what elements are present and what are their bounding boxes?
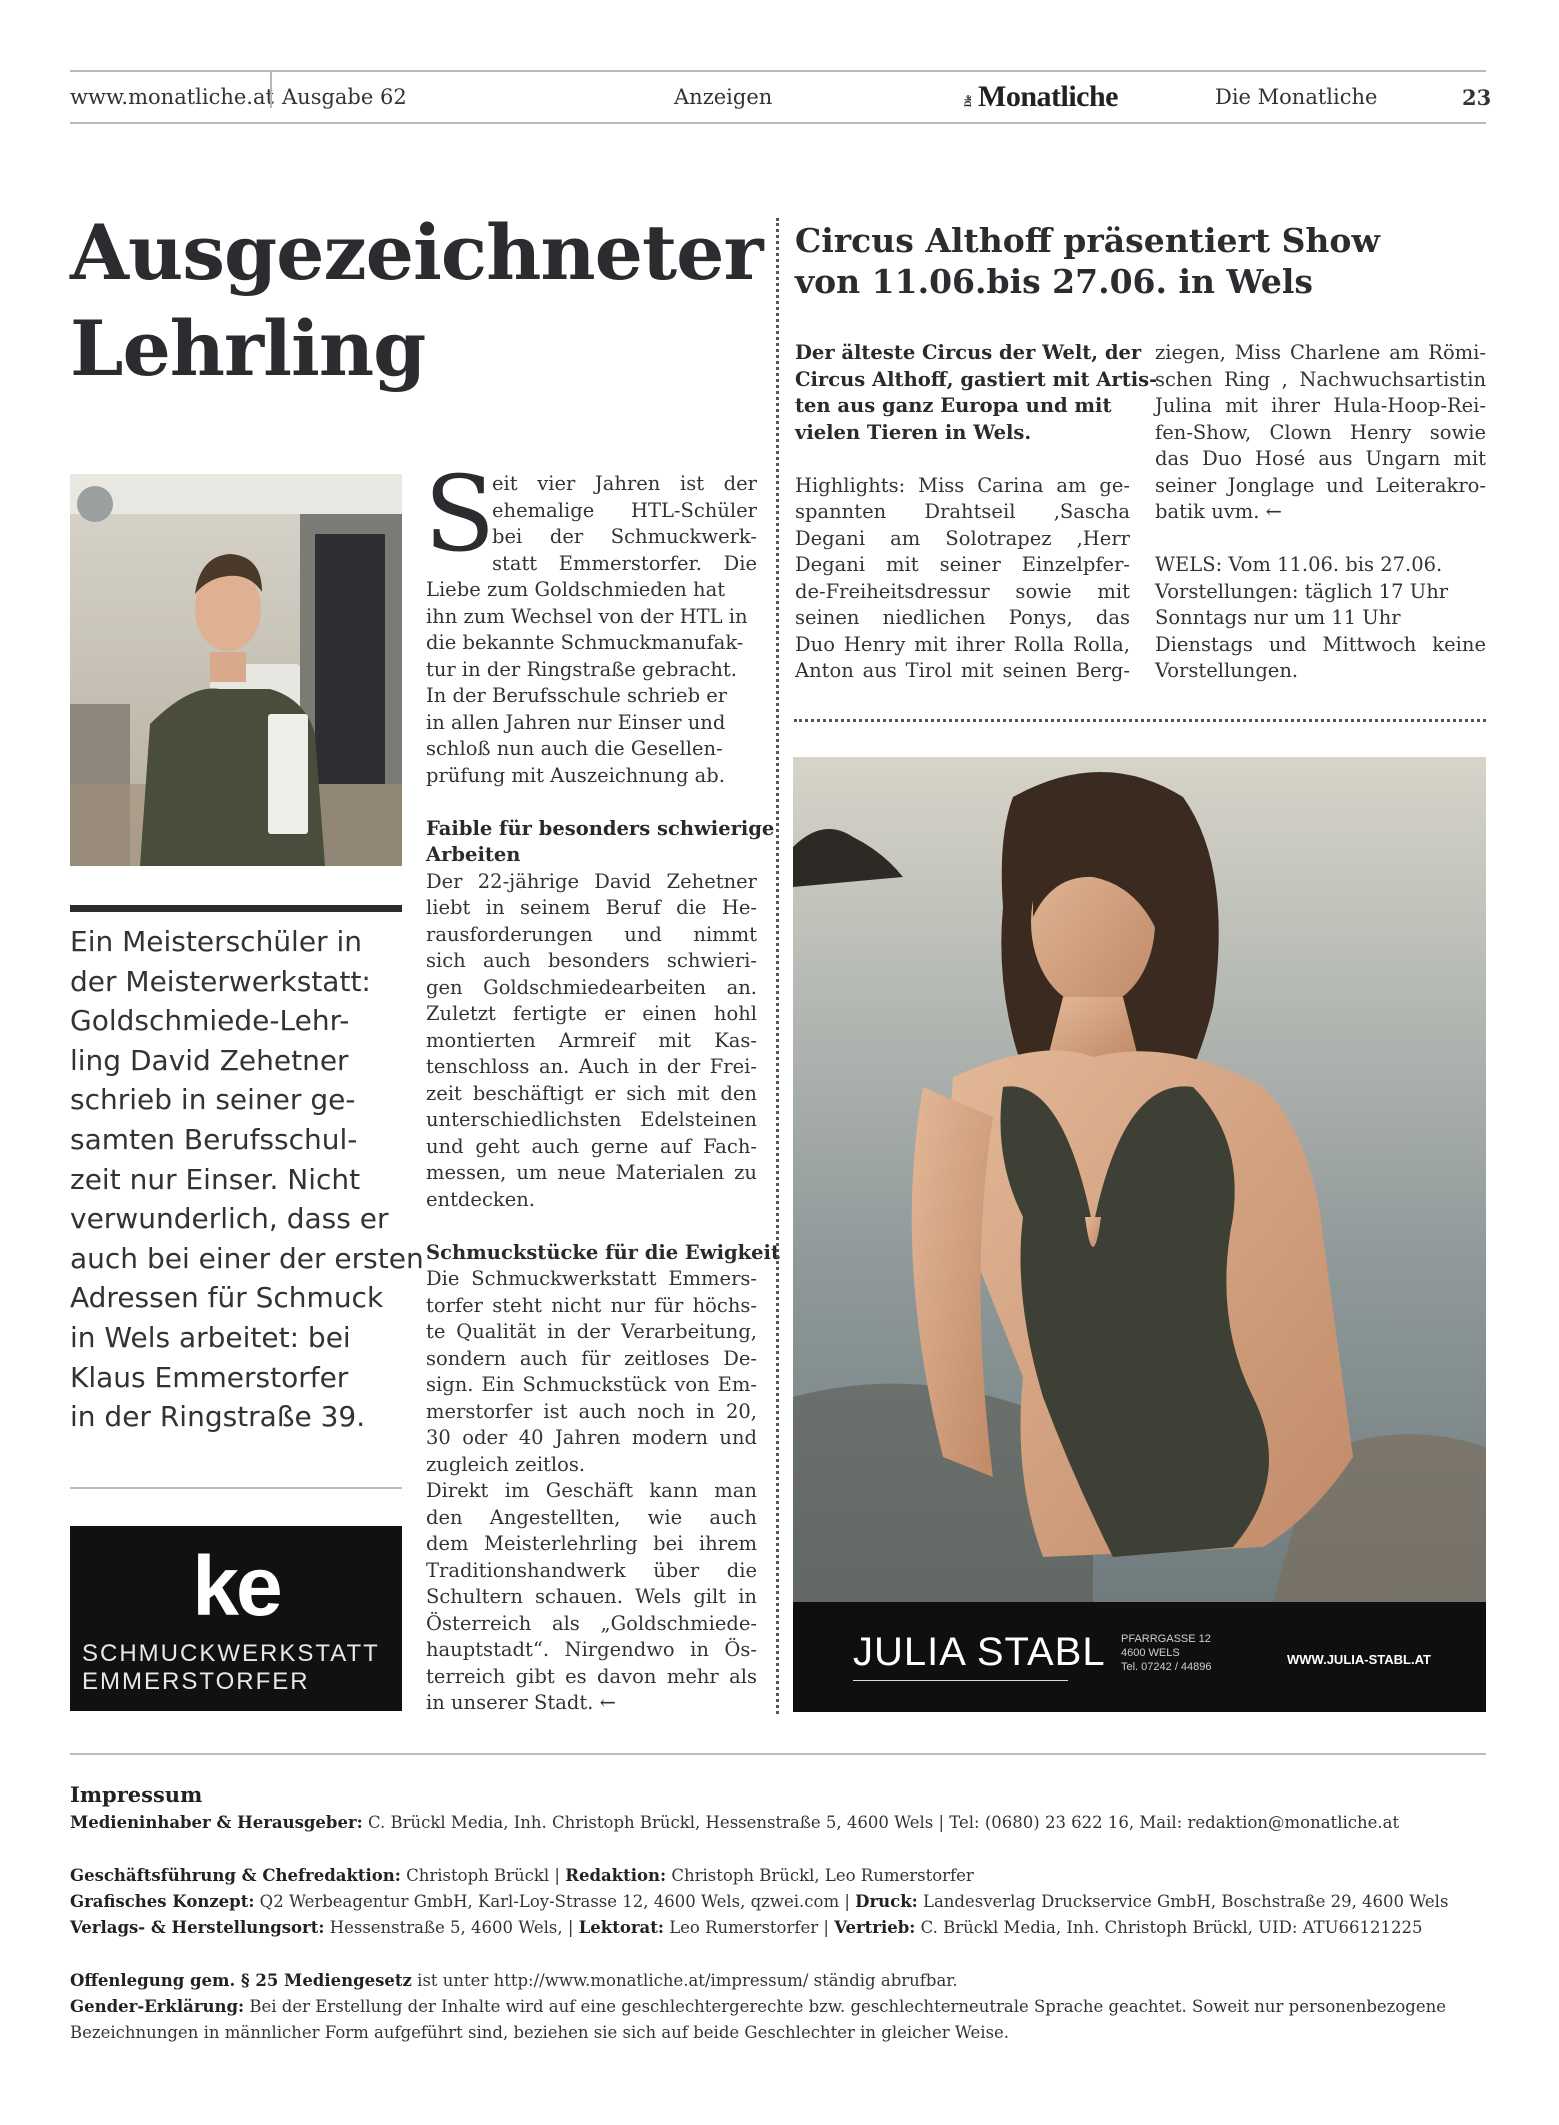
body-line: statt Emmerstorfer. Die	[492, 551, 757, 575]
quote-bottom-rule	[70, 1487, 402, 1489]
body-line: die bekannte Schmuckmanufak-	[426, 631, 744, 654]
body-line: entdecken.	[426, 1187, 535, 1211]
quote-divider-bar	[70, 905, 402, 912]
pull-quote-line: in Wels arbeitet: bei	[70, 1320, 351, 1354]
pull-quote-line: Adressen für Schmuck	[70, 1281, 384, 1315]
body-line: schloß nun auch die Gesellen-	[426, 737, 723, 760]
body-line: rausforderungen und nimmt	[426, 922, 757, 946]
pull-quote-line: der Meisterwerkstatt:	[70, 964, 371, 998]
impressum-text: C. Brückl Media, Inh. Christoph Brückl, UID: ATU66121225	[915, 1918, 1423, 1937]
body-line: in unserer Stadt. ←	[426, 1691, 616, 1714]
ke-line-1: SCHMUCKWERKSTATT	[82, 1640, 380, 1667]
impressum-line	[70, 1968, 958, 1994]
issue-number: Ausgabe 62	[282, 85, 407, 109]
impressum-rule	[70, 1753, 1486, 1755]
circus-lead-line: ten aus ganz Europa und mit	[795, 394, 1112, 417]
circus-column-2	[1155, 340, 1486, 685]
phone-line: Tel. 07242 / 44896	[1121, 1661, 1212, 1673]
impressum-label: Grafisches Konzept:	[70, 1892, 255, 1911]
body-line: den Angestellten, wie auch	[426, 1505, 757, 1529]
impressum-label: Lektorat:	[578, 1918, 664, 1937]
impressum-text: ist unter http://www.monatliche.at/impressum/ ständig abrufbar.	[411, 1971, 958, 1990]
circus-body-line: schen Ring , Nachwuchsartistin	[1155, 367, 1486, 391]
body-line: te Qualität in der Verarbeitung,	[426, 1320, 757, 1343]
julia-stabl-footer	[793, 1602, 1486, 1712]
body-line: Der 22-jährige David Zehetner	[426, 869, 757, 893]
section-label: Anzeigen	[674, 85, 773, 109]
body-line: zeit beschäftigt er sich mit den	[426, 1081, 757, 1105]
body-line: unterschiedlichsten Edelsteinen	[426, 1108, 757, 1131]
body-line: Zuletzt fertigte er einen hohl	[426, 1002, 757, 1025]
circus-divider-dotted	[794, 719, 1486, 722]
pull-quote-line: ling David Zehetner	[70, 1043, 349, 1077]
circus-body-line: ziegen, Miss Charlene am Römi-	[1155, 341, 1486, 364]
article-intro	[492, 471, 757, 577]
body-line: Die Schmuckwerkstatt Emmers-	[426, 1267, 757, 1290]
circus-body-line: spannten Drahtseil ,Sascha	[795, 500, 1130, 523]
circus-headline	[795, 220, 1380, 302]
impressum-text: Q2 Werbeagentur GmbH, Karl-Loy-Strasse 12, 4600 Wels, qzwei.com |	[254, 1892, 856, 1911]
body-line: und geht auch gerne auf Fach-	[426, 1134, 757, 1158]
article-headline	[70, 205, 763, 397]
impressum-label: Druck:	[855, 1892, 918, 1911]
impressum-text: Bezeichnungen in männlicher Form aufgeführt sind, beziehen sie sich auf beide Geschlechter in gleicher Weise.	[70, 2023, 1010, 2042]
publication-logo	[960, 80, 1118, 114]
body-line: messen, um neue Materialen zu	[426, 1161, 757, 1184]
body-line: Direkt im Geschäft kann man	[426, 1479, 757, 1502]
circus-headline-line: von 11.06.bis 27.06. in Wels	[795, 262, 1313, 301]
pull-quote-line: schrieb in seiner ge-	[70, 1083, 356, 1117]
body-line: Liebe zum Goldschmieden hat	[426, 578, 726, 601]
impressum-text: Christoph Brückl |	[400, 1866, 566, 1885]
pull-quote-line: auch bei einer der ersten	[70, 1241, 424, 1275]
body-line: bei der Schmuckwerk-	[492, 525, 757, 548]
circus-info-line: Dienstags und Mittwoch keine	[1155, 632, 1486, 656]
paragraph-gap	[795, 446, 1130, 473]
apprentice-photo-illustration	[70, 474, 402, 866]
body-line: liebt in seinem Beruf die He-	[426, 896, 757, 919]
circus-body-line: Degani am Solotrapez ,Herr	[795, 526, 1130, 550]
circus-body-line: Julina mit ihrer Hula-Hoop-Rei-	[1155, 394, 1486, 417]
body-line: Traditionshandwerk über die	[426, 1558, 757, 1582]
body-line: Schultern schauen. Wels gilt in	[426, 1585, 757, 1608]
pull-quote-line: in der Ringstraße 39.	[70, 1400, 366, 1434]
impressum-label: Vertrieb:	[834, 1918, 916, 1937]
impressum-label: Medieninhaber & Herausgeber:	[70, 1813, 363, 1832]
body-line: zugleich zeitlos.	[426, 1452, 586, 1476]
paragraph-gap	[426, 1213, 757, 1240]
julia-stabl-website[interactable]: WWW.JULIA-STABL.AT	[1287, 1652, 1431, 1667]
paragraph-gap	[1155, 526, 1486, 553]
body-line: sich auch besonders schwieri-	[426, 949, 757, 972]
website-link[interactable]: www.monatliche.at	[70, 85, 274, 109]
body-line: sign. Ein Schmuckstück von Em-	[426, 1373, 757, 1396]
swimwear-model-photo	[793, 757, 1486, 1602]
body-line: dem Meisterlehrling bei ihrem	[426, 1532, 757, 1555]
circus-body-line: seiner Jonglage und Leiterakro-	[1155, 473, 1486, 497]
circus-body-line: de-Freiheitsdressur sowie mit	[795, 579, 1130, 603]
body-line: montierten Armreif mit Kas-	[426, 1028, 757, 1052]
body-line: In der Berufsschule schrieb er	[426, 684, 728, 707]
circus-body-line: fen-Show, Clown Henry sowie	[1155, 420, 1486, 444]
circus-body-line: Highlights: Miss Carina am ge-	[795, 473, 1130, 497]
logo-text: Monatliche	[978, 80, 1118, 113]
impressum-text: Leo Rumerstorfer |	[663, 1918, 835, 1937]
impressum-text: Christoph Brückl, Leo Rumerstorfer	[666, 1866, 974, 1885]
headline-line: Ausgezeichneter	[70, 208, 763, 297]
impressum-line	[70, 1863, 974, 1889]
impressum-title: Impressum	[70, 1782, 203, 1807]
headline-line: Lehrling	[70, 304, 426, 393]
circus-body-line: seinen niedlichen Ponys, das	[795, 606, 1130, 629]
impressum-line	[70, 1810, 1399, 1836]
header-separator	[270, 72, 272, 108]
paragraph-gap	[426, 789, 757, 816]
circus-info-line: Sonntags nur um 11 Uhr	[1155, 606, 1401, 629]
pull-quote-line: Ein Meisterschüler in	[70, 925, 363, 958]
circus-info-line: WELS: Vom 11.06. bis 27.06.	[1155, 553, 1443, 576]
pull-quote-line: zeit nur Einser. Nicht	[70, 1162, 361, 1196]
impressum-label: Geschäftsführung & Chefredaktion:	[70, 1866, 401, 1885]
circus-body-line: das Duo Hosé aus Ungarn mit	[1155, 447, 1486, 470]
pull-quote-line: Goldschmiede-Lehr-	[70, 1004, 350, 1038]
pull-quote-line: Klaus Emmerstorfer	[70, 1360, 349, 1394]
drop-cap: S	[424, 453, 496, 575]
article-body	[426, 577, 780, 1717]
pull-quote-line: samten Berufsschul-	[70, 1122, 358, 1156]
impressum-label: Redaktion:	[565, 1866, 667, 1885]
circus-lead-line: Circus Althoff, gastiert mit Artis-	[795, 367, 1158, 391]
body-line: merstorfer ist auch noch in 20,	[426, 1399, 757, 1423]
body-line: terreich gibt es davon mehr als	[426, 1664, 757, 1688]
impressum-label: Gender-Erklärung:	[70, 1997, 245, 2016]
impressum-label: Offenlegung gem. § 25 Mediengesetz	[70, 1971, 412, 1990]
subheading: Schmuckstücke für die Ewigkeit	[426, 1240, 780, 1264]
logo-small-text: Die	[963, 95, 973, 108]
circus-info-line: Vorstellungen.	[1155, 659, 1299, 682]
ke-monogram-logo: ke	[192, 1539, 280, 1633]
impressum-label: Verlags- & Herstellungsort:	[70, 1918, 325, 1937]
body-line: eit vier Jahren ist der	[492, 472, 757, 495]
body-line: sondern auch für zeitloses De-	[426, 1346, 757, 1370]
pull-quote	[70, 922, 424, 1437]
column-divider-dotted	[776, 218, 779, 1714]
impressum-line	[70, 1889, 1448, 1915]
impressum-line	[70, 1915, 1423, 1941]
circus-column-1	[795, 340, 1158, 685]
address-line: 4600 WELS	[1121, 1647, 1180, 1659]
pull-quote-line: verwunderlich, dass er	[70, 1202, 389, 1236]
subheading: Arbeiten	[426, 843, 521, 866]
impressum-line	[70, 2020, 1009, 2046]
body-line: tur in der Ringstraße gebracht.	[426, 657, 737, 681]
circus-headline-line: Circus Althoff präsentiert Show	[795, 221, 1380, 260]
page-number: 23	[1462, 85, 1492, 110]
brand-underline	[853, 1680, 1068, 1681]
header-top-rule	[70, 70, 1486, 72]
body-line: Österreich als „Goldschmiede-	[426, 1611, 757, 1635]
circus-info-line: Vorstellungen: täglich 17 Uhr	[1155, 579, 1449, 603]
body-line: 30 oder 40 Jahren modern und	[426, 1426, 757, 1449]
body-line: ihn zum Wechsel von der HTL in	[426, 604, 748, 628]
julia-stabl-advertisement[interactable]	[793, 757, 1486, 1712]
impressum-text: Landesverlag Druckservice GmbH, Boschstraße 29, 4600 Wels	[917, 1892, 1449, 1911]
body-line: prüfung mit Auszeichnung ab.	[426, 763, 725, 787]
apprentice-photo	[70, 474, 402, 866]
body-line: hauptstadt“. Nirgendwo in Ös-	[426, 1638, 757, 1661]
circus-body-line: Degani mit seiner Einzelpfer-	[795, 553, 1130, 576]
publication-name: Die Monatliche	[1215, 85, 1378, 109]
julia-stabl-address	[1121, 1632, 1212, 1674]
ke-line-2: EMMERSTORFER	[82, 1668, 310, 1695]
impressum-text: Hessenstraße 5, 4600 Wels, |	[324, 1918, 579, 1937]
subheading: Faible für besonders schwierige	[426, 816, 775, 840]
body-line: torfer steht nicht nur für höchs-	[426, 1293, 757, 1317]
body-line: tenschloss an. Auch in der Frei-	[426, 1055, 757, 1078]
circus-body-line: batik uvm. ←	[1155, 500, 1282, 523]
body-line: gen Goldschmiedearbeiten an.	[426, 975, 757, 999]
julia-stabl-brand: JULIA STABL	[853, 1630, 1106, 1674]
circus-body-line: Anton aus Tirol mit seinen Berg-	[795, 659, 1130, 682]
body-line: in allen Jahren nur Einser und	[426, 710, 726, 734]
circus-body-line: Duo Henry mit ihrer Rolla Rolla,	[795, 632, 1130, 656]
circus-lead-line: Der älteste Circus der Welt, der	[795, 341, 1142, 364]
impressum-line	[70, 1994, 1446, 2020]
impressum-text: C. Brückl Media, Inh. Christoph Brückl, Hessenstraße 5, 4600 Wels | Tel: (0680) 23 622 16, Mail: redaktion@monatliche.at	[362, 1813, 1400, 1832]
impressum-text: Bei der Erstellung der Inhalte wird auf eine geschlechtergerechte bzw. geschlechterneutrale Sprache geachtet. Soweit nur personenbezogene	[244, 1997, 1446, 2016]
header-bottom-rule	[70, 122, 1486, 124]
address-line: PFARRGASSE 12	[1121, 1633, 1211, 1645]
ke-advertisement[interactable]	[70, 1526, 402, 1711]
body-line: ehemalige HTL-Schüler	[492, 498, 757, 522]
circus-lead-line: vielen Tieren in Wels.	[795, 420, 1032, 444]
